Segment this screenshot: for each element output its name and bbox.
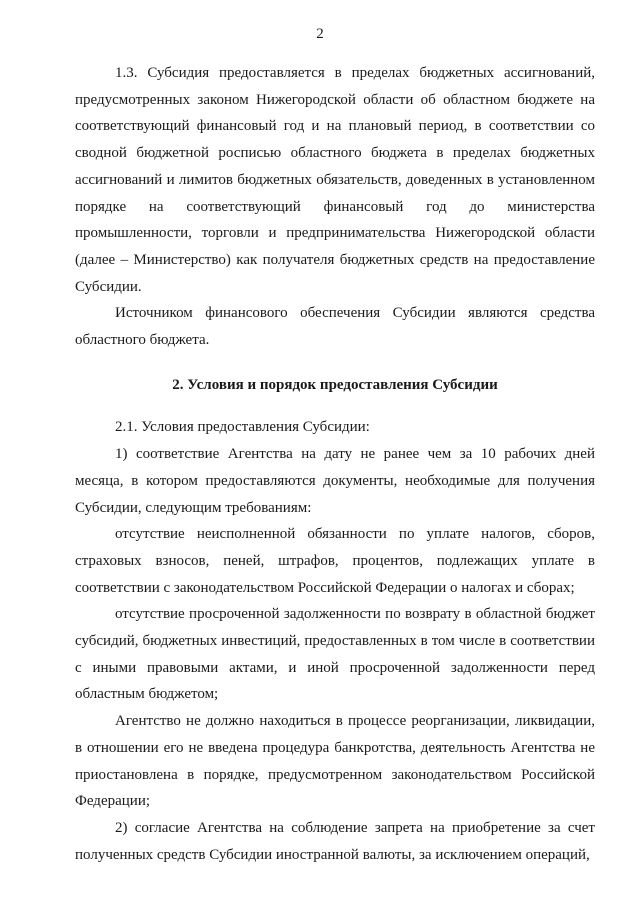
paragraph-no-overdue-debt: отсутствие просроченной задолженности по возврату в областной бюджет субсидий, бюджетных инвестиций, предоставленных в том числе в соответствии с иными правовыми актами, и иной просроченной задолженности перед областным бюджетом; [75,606,595,703]
section-heading: 2. Условия и порядок предоставления Субсидии [172,376,498,393]
page-number: 2 [316,26,324,42]
paragraph-1-3: 1.3. Субсидия предоставляется в пределах бюджетных ассигнований, предусмотренных законом Нижегородской области об областном бюджете на соответствующий финансовый год и на плановый период, в соответствии со сводной бюджетной росписью областного бюджета в пределах бюджетных ассигнований и лимитов бюджетных обязательств, доведенных в установленном порядке на соответствующий финансовый год до министерства промышленности, торговли и предпринимательства Нижегородской области (далее – Министерство) как получателя бюджетных средств на предоставление Субсидии. [75,65,595,295]
document-body [75,60,595,868]
paragraph-condition-1: 1) соответствие Агентства на дату не ранее чем за 10 рабочих дней месяца, в котором предоставляются документы, необходимые для получения Субсидии, следующим требованиям: [75,446,595,516]
paragraph-2-1: 2.1. Условия предоставления Субсидии: [115,419,370,436]
paragraph-condition-2: 2) согласие Агентства на соблюдение запрета на приобретение за счет полученных средств Субсидии иностранной валюты, за исключением операций, [75,819,595,863]
paragraph-funding-source: Источником финансового обеспечения Субсидии являются средства областного бюджета. [75,305,595,349]
paragraph-no-tax-debt: отсутствие неисполненной обязанности по уплате налогов, сборов, страховых взносов, пеней, штрафов, процентов, подлежащих уплате в соответствии с законодательством Российской Федерации о налогах и сборах; [75,526,595,596]
paragraph-no-reorganization: Агентство не должно находиться в процессе реорганизации, ликвидации, в отношении его не введена процедура банкротства, деятельность Агентства не приостановлена в порядке, предусмотренном законодательством Российской Федерации; [75,713,595,810]
